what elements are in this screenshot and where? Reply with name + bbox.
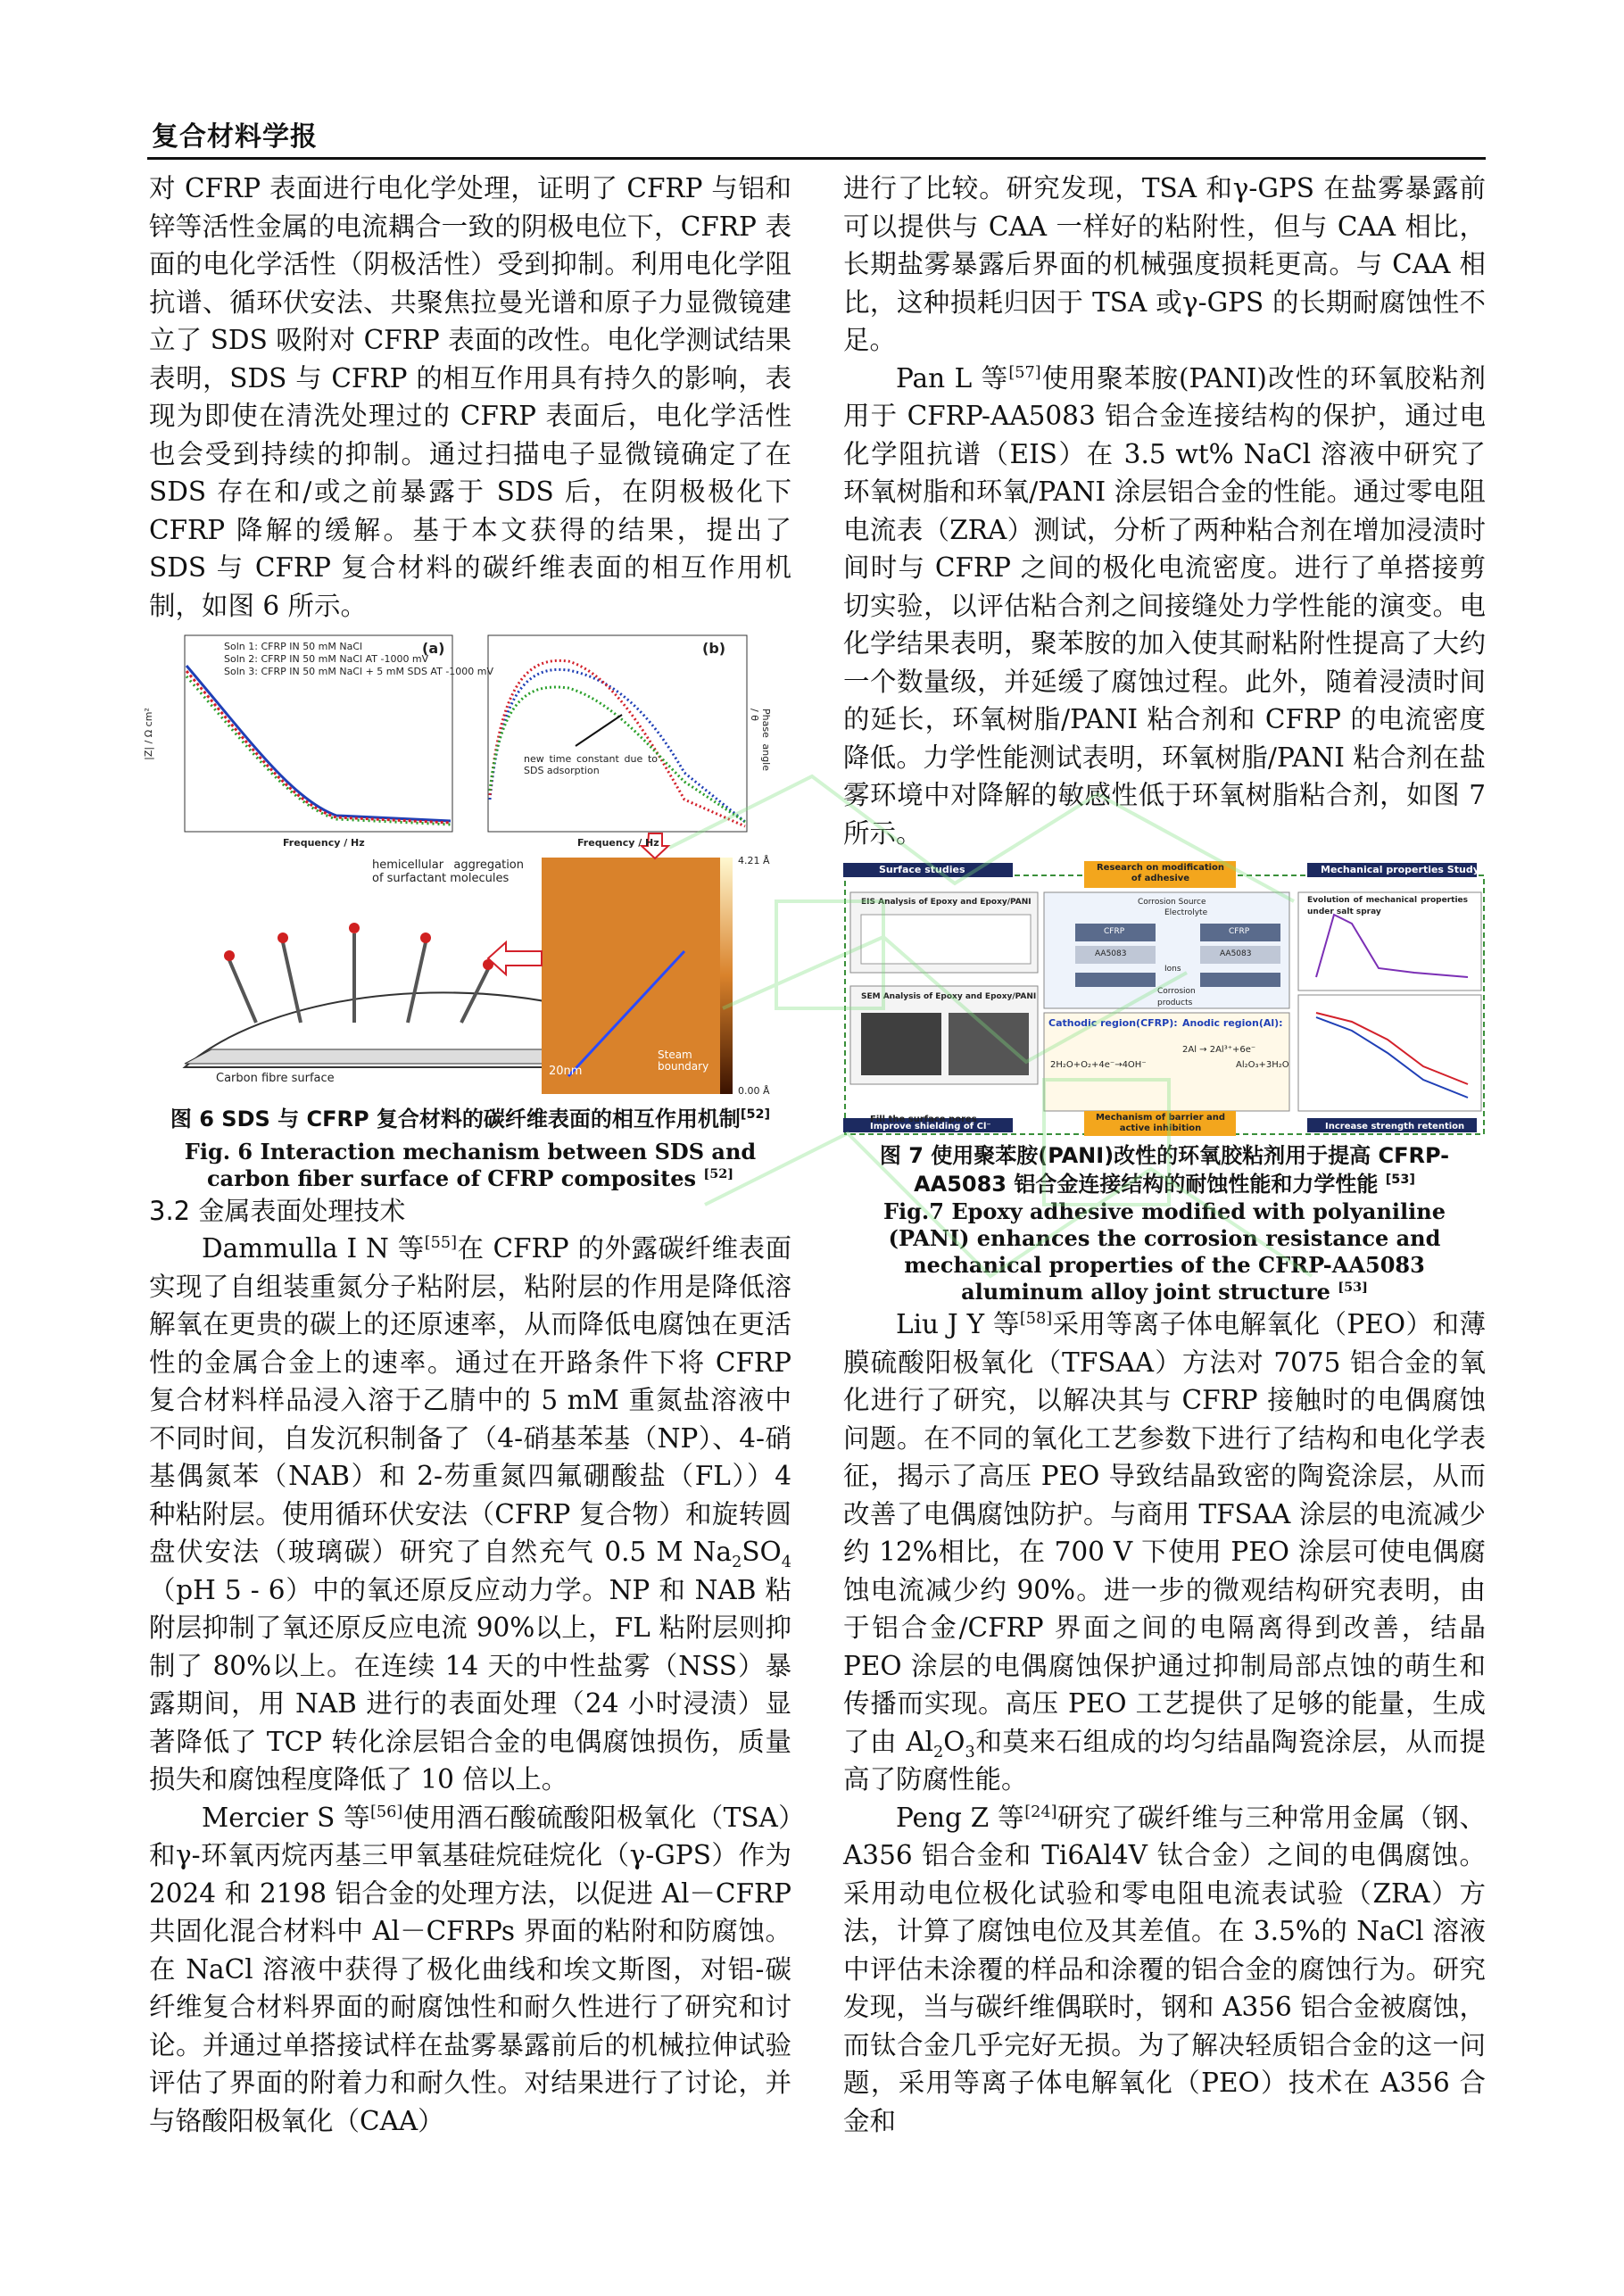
right-para-3-ref: [58] <box>1019 1310 1053 1329</box>
fig7-electrolyte: Electrolyte <box>1164 908 1208 917</box>
fig7-corrosion-source: Corrosion Source <box>1138 898 1206 907</box>
fig7-ions: Ions <box>1164 965 1181 974</box>
right-para-2-author: Pan L 等 <box>896 362 1009 394</box>
left-para-2-text-a: 在 CFRP 的外露碳纤维表面实现了自组装重氮分子粘附层，粘附层的作用是降低溶解氧在更贵的碳上的还原速率，从而降低电腐蚀在更活性的金属合金上的速率。通过在开路条件下将 CFRP 复合材料样品浸入溶于乙腈中的 5 mM 重氮盐溶液中不同时间，自发沉积制备了（4-硝基苯基（NP）、4-硝基偶氮苯（NAB）和 2-芴重氮四氟硼酸盐（FL））4 种粘附层。使用循环伏安法（CFRP 复合物）和旋转圆盘伏安法（玻璃碳）研究了自然充气 0.5 M Na <box>149 1233 791 1567</box>
fig7-caption-cn <box>843 1141 1486 1198</box>
fig7-aa5083-2: AA5083 <box>1220 949 1252 958</box>
fig7-aa5083-1: AA5083 <box>1095 949 1127 958</box>
fig6-afm-label-2: Steam boundary <box>658 1049 709 1073</box>
journal-title: 复合材料学报 <box>152 121 318 153</box>
header-rule <box>147 157 1486 160</box>
fig7-increase: Increase strength retention <box>1325 1122 1465 1131</box>
fig6-caption-en <box>149 1139 791 1192</box>
fig7-cathodic: Cathodic region(CFRP): <box>1048 1017 1178 1029</box>
fig7-caption-en-text: Fig.7 Epoxy adhesive modified with polyaniline (PANI) enhances the corrosion resistance and mechanical properties of the CFRP-AA5083 aluminum alloy joint structure <box>882 1198 1446 1305</box>
right-para-3 <box>843 1305 1486 1799</box>
fig7-box-research: Research on modification of adhesive <box>1096 863 1225 883</box>
right-para-3-text-c: 和莫来石组成的均匀结晶陶瓷涂层，从而提高了防腐性能。 <box>843 1726 1486 1795</box>
fig7-caption-cn-text: 图 7 使用聚苯胺(PANI)改性的环氧胶粘剂用于提高 CFRP-AA5083 铝合金连接结构的耐蚀性能和力学性能 <box>879 1143 1450 1197</box>
fig6-surface-label: Carbon fibre surface <box>216 1072 335 1085</box>
fig7-eis: EIS Analysis of Epoxy and Epoxy/PANI <box>861 898 1032 907</box>
right-para-4-text: 研究了碳纤维与三种常用金属（钢、A356 铝合金和 Ti6Al4V 钛合金）之间的电偶腐蚀。采用动电位极化试验和零电阻电流表试验（ZRA）方法，计算了腐蚀电位及其差值。在 3.5%的 NaCl 溶液中评估未涂覆的样品和涂覆的铝合金的腐蚀行为。研究发现，当与碳纤维偶联时，钢和 A356 铝合金被腐蚀，而钛合金几乎完好无损。为了解决轻质铝合金的这一问题，采用等离子体电解氧化（PEO）技术在 A356 合金和 <box>843 1802 1486 2136</box>
fig6-afm-scale-bottom: 0.00 Å <box>738 1085 770 1097</box>
fig6-caption-cn-ref: [52] <box>740 1107 771 1122</box>
left-para-2 <box>149 1230 791 1799</box>
fig7-fill: Fill the surface pores <box>870 1115 977 1124</box>
right-para-2-text: 使用聚苯胺(PANI)改性的环氧胶粘剂用于 CFRP-AA5083 铝合金连接结构的保护，通过电化学阻抗谱（EIS）在 3.5 wt% NaCl 溶液中研究了环氧树脂和环氧/PANI 涂层铝合金的性能。通过零电阻电流表（ZRA）测试，分析了两种粘合剂在增加浸渍时间时与 CFRP 之间的极化电流密度。进行了单搭接剪切实验，以评估粘合剂之间接缝处力学性能的演变。电化学结果表明，聚苯胺的加入使其耐粘附性提高了大约一个数量级，并延缓了腐蚀过程。此外，随着浸渍时间的延长，环氧树脂/PANI 粘合剂和 CFRP 的电流密度降低。力学性能测试表明，环氧树脂/PANI 粘合剂在盐雾环境中对降解的敏感性低于环氧树脂粘合剂，如图 7 所示。 <box>843 362 1486 849</box>
left-para-3-text: 使用酒石酸硫酸阳极氧化（TSA）和γ-环氧丙烷丙基三甲氧基硅烷硅烷化（γ-GPS）作为 2024 和 2198 铝合金的处理方法，以促进 Al－CFRP 共固化混合材料中 Al－CFRPs 界面的粘附和防腐蚀。在 NaCl 溶液中获得了极化曲线和埃文斯图，对铝-碳纤维复合材料界面的耐腐蚀性和耐久性进行了研究和讨论。并通过单搭接试样在盐雾暴露前后的机械拉伸试验评估了界面的附着力和耐久性。对结果进行了讨论，并与铬酸阳极氧化（CAA） <box>149 1802 791 2136</box>
fig7-evolution: Evolution of mechanical properties under salt spray <box>1307 896 1468 916</box>
right-para-4 <box>843 1799 1486 2141</box>
fig7-improve: Improve shielding of Cl⁻ <box>870 1122 991 1131</box>
fig6-xlabel-b: Frequency / Hz <box>577 837 659 849</box>
left-column <box>142 170 791 2140</box>
fig7-products: Corrosion products <box>1157 987 1196 1007</box>
right-para-3-text-a: 采用等离子体电解氧化（PEO）和薄膜硫酸阳极氧化（TFSAA）方法对 7075 铝合金的氧化进行了研究，以解决其与 CFRP 接触时的电偶腐蚀问题。在不同的氧化工艺参数下进行了结构和电化学表征，揭示了高压 PEO 导致结晶致密的陶瓷涂层，从而改善了电偶腐蚀防护。与商用 TFSAA 涂层的电流减少约 12%相比，在 700 V 下使用 PEO 涂层可使电偶腐蚀电流减少约 90%。进一步的微观结构研究表明，由于铝合金/CFRP 界面之间的电隔离得到改善，结晶 PEO 涂层的电偶腐蚀保护通过抑制局部点蚀的萌生和传播而实现。高压 PEO 工艺提供了足够的能量，生成了由 Al <box>843 1309 1486 1757</box>
left-para-2-text-b: SO <box>742 1537 782 1567</box>
right-para-2-ref: [57] <box>1008 363 1041 382</box>
figure-6 <box>142 630 791 1101</box>
fig6-ylabel-b: Phase angle / θ <box>749 709 772 771</box>
fig6-caption-en-ref: [52] <box>703 1166 734 1181</box>
right-para-4-author: Peng Z 等 <box>896 1802 1025 1833</box>
figure-7 <box>843 861 1486 1138</box>
fig6-hemi-label: hemicellular aggregation of surfactant molecules <box>372 858 524 885</box>
fig6-ylabel-a: |Z| / Ω cm² <box>142 708 154 760</box>
left-para-2-author: Dammulla I N 等 <box>202 1233 425 1264</box>
fig6-panel-a-label: (a) <box>422 640 445 657</box>
fig7-eq1: 2H₂O+O₂+4e⁻→4OH⁻ <box>1050 1060 1147 1070</box>
left-para-2-ref: [55] <box>424 1234 458 1253</box>
fig7-barrier: Mechanism of barrier and active inhibition <box>1095 1113 1226 1133</box>
section-title-3-2: 3.2 金属表面处理技术 <box>149 1196 406 1226</box>
fig6-caption-cn-text: 图 6 SDS 与 CFRP 复合材料的碳纤维表面的相互作用机制 <box>170 1107 741 1131</box>
right-column <box>843 170 1486 2140</box>
fig7-cfrp-1: CFRP <box>1104 927 1125 936</box>
fig7-box-surface: Surface studies <box>879 864 965 875</box>
left-para-2-text-c: （pH 5 - 6）中的氧还原反应动力学。NP 和 NAB 粘附层抑制了氧还原反应电流 90%以上，FL 粘附层则抑制了 80%以上。在连续 14 天的中性盐雾（NSS）暴露期间，用 NAB 进行的表面处理（24 小时浸渍）显著降低了 TCP 转化涂层铝合金的电偶腐蚀损伤，质量损失和腐蚀程度降低了 10 倍以上。 <box>149 1574 791 1795</box>
fig7-sem: SEM Analysis of Epoxy and Epoxy/PANI <box>861 992 1037 1001</box>
fig6-afm-label-1: 20nm <box>549 1065 583 1078</box>
fig7-eq2: 2Al → 2Al³⁺+6e⁻ <box>1182 1045 1256 1055</box>
left-para-3-author: Mercier S 等 <box>202 1802 370 1833</box>
right-para-3-sub2: 3 <box>965 1743 975 1761</box>
fig6-caption-cn <box>149 1105 791 1133</box>
fig6-legend-3: Soln 3: CFRP IN 50 mM NaCl + 5 mM SDS AT -1000 mV <box>224 666 494 677</box>
left-para-3-ref: [56] <box>369 1803 403 1821</box>
right-para-1: 进行了比较。研究发现，TSA 和γ-GPS 在盐雾暴露前可以提供与 CAA 一样好的粘附性，但与 CAA 相比，长期盐雾暴露后界面的机械强度损耗更高。与 CAA 相比，这种损耗归因于 TSA 或γ-GPS 的长期耐腐蚀性不足。 <box>843 173 1486 355</box>
fig7-caption-en <box>843 1198 1486 1305</box>
right-para-2 <box>843 360 1486 853</box>
fig6-xlabel-a: Frequency / Hz <box>283 837 365 849</box>
right-para-4-ref: [24] <box>1024 1803 1057 1821</box>
fig6-panel-b-label: (b) <box>702 640 726 657</box>
fig7-box-mech: Mechanical properties Study <box>1321 864 1479 875</box>
left-para-2-sub1: 2 <box>732 1553 742 1571</box>
fig7-caption-cn-ref: [53] <box>1385 1173 1415 1187</box>
fig6-legend-1: Soln 1: CFRP IN 50 mM NaCl <box>224 641 363 652</box>
right-para-3-text-b: O <box>943 1726 965 1757</box>
right-para-3-author: Liu J Y 等 <box>896 1309 1020 1339</box>
left-para-2-sub2: 4 <box>781 1553 791 1571</box>
fig7-eq3: Al₂O₃+3H₂O <box>1236 1060 1289 1070</box>
fig7-cfrp-2: CFRP <box>1229 927 1250 936</box>
fig7-anodic: Anodic region(Al): <box>1182 1017 1283 1029</box>
right-para-3-sub1: 2 <box>932 1743 944 1761</box>
left-para-3 <box>149 1799 791 2141</box>
left-para-1: 对 CFRP 表面进行电化学处理，证明了 CFRP 与铝和锌等活性金属的电流耦合一致的阴极电位下，CFRP 表面的电化学活性（阴极活性）受到抑制。利用电化学阻抗谱、循环伏安法、共聚焦拉曼光谱和原子力显微镜建立了 SDS 吸附对 CFRP 表面的改性。电化学测试结果表明，SDS 与 CFRP 的相互作用具有持久的影响，表现为即使在清洗处理过的 CFRP 表面后，电化学活性也会受到持续的抑制。通过扫描电子显微镜确定了在 SDS 存在和/或之前暴露于 SDS 后，在阴极极化下 CFRP 降解的缓解。基于本文获得的结果，提出了 SDS 与 CFRP 复合材料的碳纤维表面的相互作用机制，如图 6 所示。 <box>149 173 791 621</box>
fig6-legend-2: Soln 2: CFRP IN 50 mM NaCl AT -1000 mV <box>224 653 429 665</box>
fig7-caption-en-ref: [53] <box>1338 1280 1368 1295</box>
fig6-caption-en-text: Fig. 6 Interaction mechanism between SDS and carbon fiber surface of CFRP composites <box>184 1139 757 1191</box>
fig6-annotation-b: new time constant due to SDS adsorption <box>524 753 658 776</box>
fig6-afm-scale-top: 4.21 Å <box>738 855 770 866</box>
